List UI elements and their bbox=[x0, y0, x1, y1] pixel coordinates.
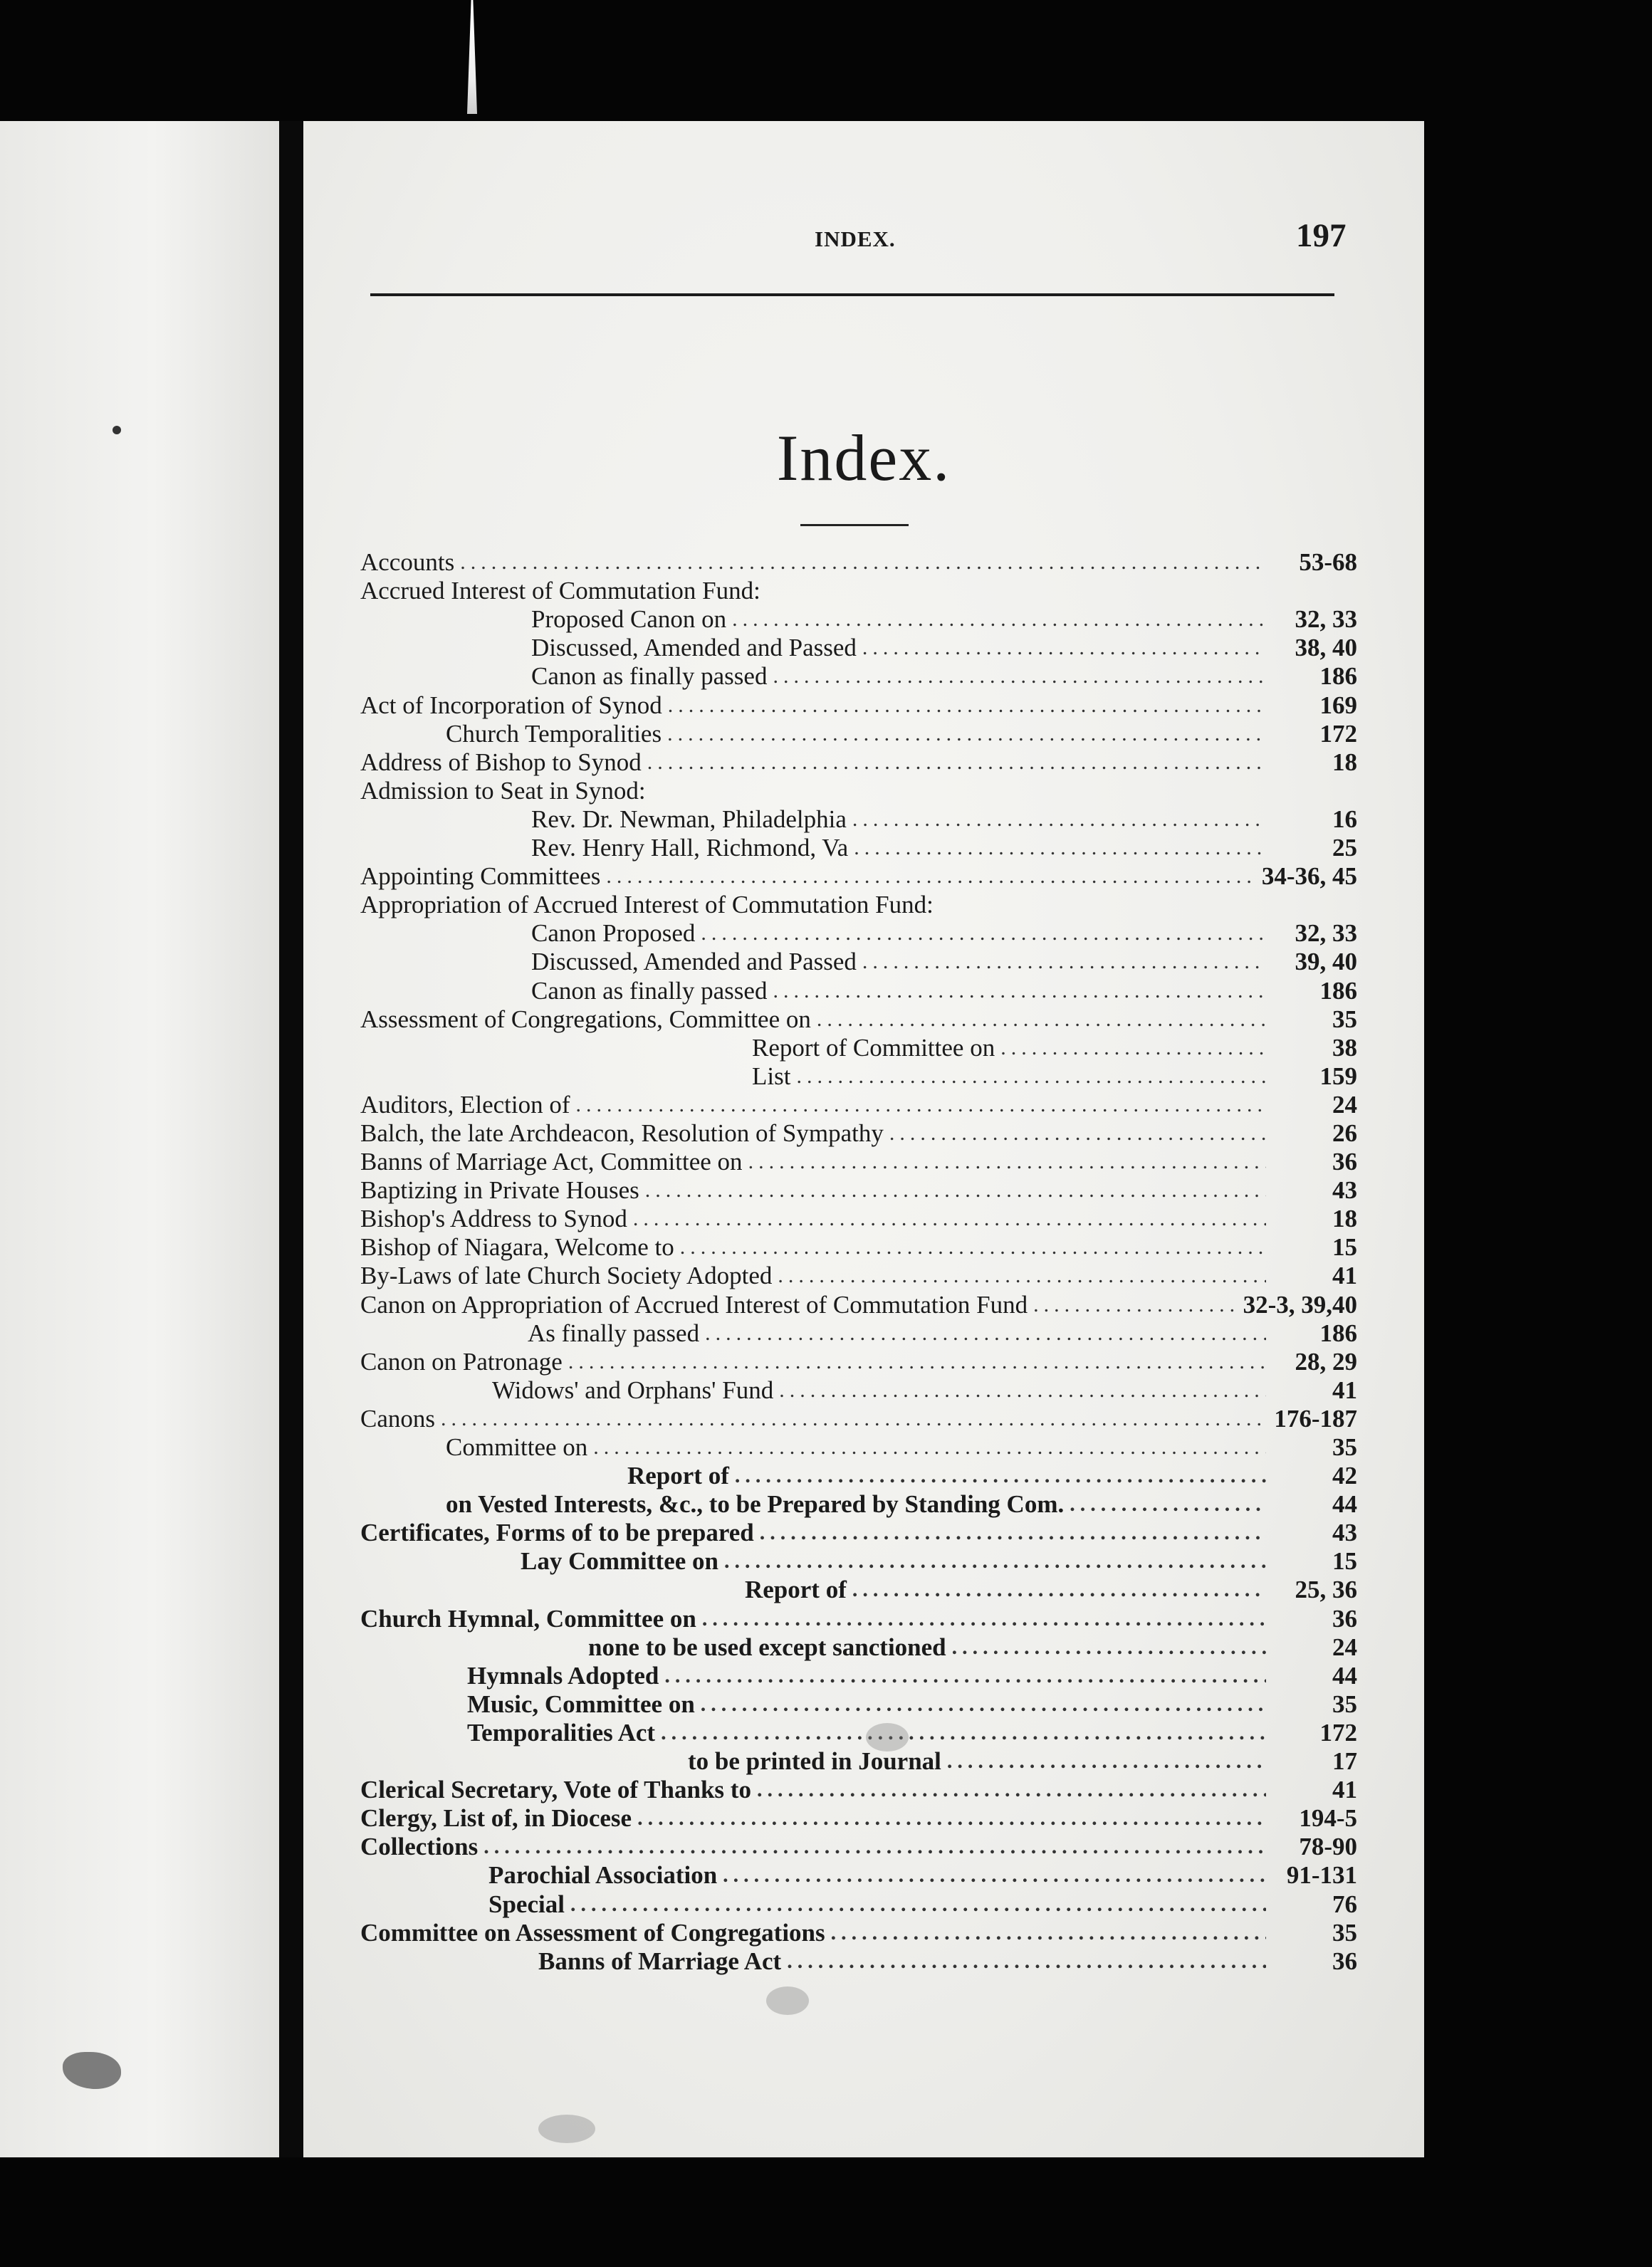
entry-text: Accrued Interest of Commutation Fund: bbox=[360, 577, 760, 605]
entry-text: Lay Committee on bbox=[521, 1547, 719, 1576]
entry-pages: 35 bbox=[1332, 1433, 1357, 1461]
dot-leader bbox=[773, 977, 1266, 1005]
entry-pages: 42 bbox=[1332, 1462, 1357, 1490]
entry-pages: 35 bbox=[1332, 1690, 1357, 1718]
dot-leader bbox=[735, 1462, 1266, 1490]
index-entry bbox=[360, 1005, 1357, 1034]
dot-leader bbox=[441, 1405, 1266, 1433]
dot-leader bbox=[645, 1176, 1266, 1205]
entry-text: Canons bbox=[360, 1404, 435, 1433]
dot-leader bbox=[787, 1947, 1266, 1976]
dot-leader bbox=[757, 1776, 1266, 1804]
dot-leader bbox=[778, 1262, 1266, 1290]
entry-pages: 169 bbox=[1319, 691, 1357, 719]
entry-text: By-Laws of late Church Society Adopted bbox=[360, 1262, 773, 1290]
dot-leader bbox=[668, 691, 1266, 720]
index-entry bbox=[360, 1433, 1357, 1462]
index-entry bbox=[360, 1576, 1357, 1604]
index-entry bbox=[360, 720, 1357, 748]
dot-leader bbox=[796, 1062, 1266, 1091]
entry-pages: 15 bbox=[1332, 1233, 1357, 1262]
index-entry bbox=[360, 1034, 1357, 1062]
index-entry bbox=[360, 1604, 1357, 1633]
entry-pages: 18 bbox=[1332, 748, 1357, 776]
dot-leader bbox=[854, 834, 1266, 862]
entry-text: Special bbox=[488, 1890, 565, 1918]
index-entry bbox=[360, 1319, 1357, 1348]
entry-pages: 35 bbox=[1332, 1005, 1357, 1033]
entry-text: Clergy, List of, in Diocese bbox=[360, 1804, 632, 1833]
entry-pages: 43 bbox=[1332, 1519, 1357, 1547]
entry-text: Proposed Canon on bbox=[531, 605, 727, 634]
dot-leader bbox=[593, 1433, 1266, 1462]
dot-leader bbox=[889, 1119, 1266, 1148]
dot-leader bbox=[748, 1148, 1266, 1176]
entry-text: Discussed, Amended and Passed bbox=[531, 634, 857, 662]
entry-text: Address of Bishop to Synod bbox=[360, 748, 642, 776]
index-entry bbox=[360, 1519, 1357, 1547]
index-entry bbox=[360, 748, 1357, 777]
dot-leader bbox=[606, 862, 1255, 891]
page-title: Index. bbox=[776, 422, 951, 494]
entry-pages: 44 bbox=[1332, 1661, 1357, 1690]
dot-leader bbox=[637, 1804, 1266, 1833]
entry-text: Rev. Dr. Newman, Philadelphia bbox=[531, 805, 847, 833]
ink-spot bbox=[113, 426, 121, 434]
index-entry bbox=[360, 1233, 1357, 1262]
index-entry bbox=[360, 1804, 1357, 1833]
entry-text: Parochial Association bbox=[488, 1861, 718, 1890]
dot-leader bbox=[701, 919, 1266, 948]
entry-pages: 41 bbox=[1332, 1776, 1357, 1804]
dot-leader bbox=[680, 1233, 1266, 1262]
entry-pages: 78-90 bbox=[1299, 1833, 1357, 1861]
entry-pages: 194-5 bbox=[1299, 1804, 1357, 1833]
entry-text: to be printed in Journal bbox=[688, 1747, 941, 1776]
dot-leader bbox=[947, 1747, 1266, 1776]
entry-text: Balch, the late Archdeacon, Resolution of Sympathy bbox=[360, 1119, 884, 1147]
dot-leader bbox=[1070, 1490, 1266, 1519]
entry-pages: 25, 36 bbox=[1295, 1576, 1357, 1604]
entry-text: Church Temporalities bbox=[446, 719, 662, 748]
title-rule bbox=[800, 524, 909, 526]
entry-text: Bishop's Address to Synod bbox=[360, 1205, 627, 1233]
entry-text: Rev. Henry Hall, Richmond, Va bbox=[531, 834, 849, 862]
header-rule bbox=[370, 293, 1334, 296]
index-entry bbox=[360, 605, 1357, 634]
index-entry bbox=[360, 1490, 1357, 1519]
entry-pages: 32, 33 bbox=[1295, 605, 1357, 634]
entry-text: Baptizing in Private Houses bbox=[360, 1176, 639, 1205]
dot-leader bbox=[1033, 1291, 1238, 1319]
dot-leader bbox=[952, 1633, 1266, 1662]
entry-text: Discussed, Amended and Passed bbox=[531, 948, 857, 976]
index-entry bbox=[360, 1833, 1357, 1861]
entry-pages: 38, 40 bbox=[1295, 634, 1357, 662]
entry-pages: 32-3, 39,40 bbox=[1243, 1290, 1357, 1319]
print-smudge bbox=[866, 1723, 909, 1752]
facing-page bbox=[0, 121, 279, 2157]
entry-text: Committee on Assessment of Congregations bbox=[360, 1918, 825, 1947]
entry-pages: 17 bbox=[1332, 1747, 1357, 1776]
dot-leader bbox=[483, 1833, 1266, 1861]
entry-pages: 16 bbox=[1332, 805, 1357, 833]
entry-pages: 36 bbox=[1332, 1148, 1357, 1176]
dot-leader bbox=[724, 1547, 1266, 1576]
dot-leader bbox=[568, 1348, 1266, 1376]
index-entry bbox=[360, 548, 1357, 577]
dot-leader bbox=[817, 1005, 1266, 1034]
entry-text: Committee on bbox=[446, 1433, 588, 1461]
index-entry bbox=[360, 1148, 1357, 1176]
print-smudge bbox=[766, 1986, 809, 2015]
print-smudge bbox=[538, 2115, 595, 2143]
index-entry bbox=[360, 1861, 1357, 1890]
entry-pages: 35 bbox=[1332, 1918, 1357, 1947]
index-entry bbox=[360, 1890, 1357, 1918]
index-entry bbox=[360, 1747, 1357, 1776]
entry-pages: 18 bbox=[1332, 1205, 1357, 1233]
dot-leader bbox=[705, 1319, 1266, 1348]
index-entry bbox=[360, 662, 1357, 691]
index-entry bbox=[360, 1919, 1357, 1947]
index-entry bbox=[360, 1662, 1357, 1690]
film-border bbox=[0, 2157, 1652, 2267]
entry-text: Bishop of Niagara, Welcome to bbox=[360, 1233, 674, 1262]
entry-text: Report of Committee on bbox=[752, 1033, 995, 1062]
index-entry bbox=[360, 1062, 1357, 1091]
entry-text: on Vested Interests, &c., to be Prepared by Standing Com. bbox=[446, 1490, 1065, 1519]
entry-pages: 39, 40 bbox=[1295, 948, 1357, 976]
entry-text: Clerical Secretary, Vote of Thanks to bbox=[360, 1776, 751, 1804]
entry-pages: 53-68 bbox=[1299, 548, 1357, 577]
dot-leader bbox=[702, 1605, 1266, 1633]
entry-pages: 186 bbox=[1319, 1319, 1357, 1347]
entry-text: Canon as finally passed bbox=[531, 976, 768, 1005]
entry-pages: 43 bbox=[1332, 1176, 1357, 1205]
dot-leader bbox=[460, 548, 1266, 577]
dot-leader bbox=[732, 605, 1266, 634]
entry-text: Banns of Marriage Act, Committee on bbox=[360, 1148, 743, 1176]
index-entry bbox=[360, 1547, 1357, 1576]
dot-leader bbox=[852, 1576, 1266, 1604]
dot-leader bbox=[647, 748, 1266, 777]
index-entry bbox=[360, 1262, 1357, 1290]
entry-pages: 25 bbox=[1332, 834, 1357, 862]
entry-text: List bbox=[752, 1062, 791, 1090]
index-entry bbox=[360, 1376, 1357, 1405]
dot-leader bbox=[831, 1919, 1266, 1947]
entry-text: As finally passed bbox=[528, 1319, 700, 1347]
index-entry bbox=[360, 834, 1357, 862]
page-number: 197 bbox=[1296, 217, 1347, 254]
entry-text: Canon Proposed bbox=[531, 919, 696, 948]
entry-pages: 44 bbox=[1332, 1490, 1357, 1519]
index-entry bbox=[360, 1348, 1357, 1376]
entry-text: Auditors, Election of bbox=[360, 1090, 570, 1119]
entry-text: Certificates, Forms of to be prepared bbox=[360, 1519, 754, 1547]
entry-pages: 41 bbox=[1332, 1262, 1357, 1290]
index-entry bbox=[360, 1719, 1357, 1747]
dot-leader bbox=[633, 1205, 1266, 1233]
film-scratch-mark bbox=[467, 0, 477, 114]
dot-leader bbox=[760, 1519, 1266, 1547]
dot-leader bbox=[664, 1662, 1266, 1690]
index-entry bbox=[360, 1119, 1357, 1148]
entry-pages: 41 bbox=[1332, 1376, 1357, 1404]
entry-text: Banns of Marriage Act bbox=[538, 1947, 782, 1975]
entry-pages: 76 bbox=[1332, 1890, 1357, 1918]
entry-pages: 28, 29 bbox=[1295, 1347, 1357, 1376]
entry-text: Report of bbox=[627, 1462, 729, 1490]
entry-pages: 91-131 bbox=[1286, 1861, 1357, 1890]
entry-text: Hymnals Adopted bbox=[467, 1661, 659, 1690]
running-head: INDEX. bbox=[815, 226, 896, 251]
entry-text: Report of bbox=[745, 1576, 847, 1604]
entry-pages: 186 bbox=[1319, 976, 1357, 1005]
entry-pages: 38 bbox=[1332, 1033, 1357, 1062]
entry-text: Temporalities Act bbox=[467, 1718, 656, 1747]
index-entry bbox=[360, 691, 1357, 719]
index-entry bbox=[360, 805, 1357, 834]
entry-pages: 34-36, 45 bbox=[1261, 862, 1357, 891]
entry-pages: 186 bbox=[1319, 662, 1357, 691]
dot-leader bbox=[852, 805, 1266, 834]
entry-pages: 176-187 bbox=[1274, 1404, 1357, 1433]
dot-leader bbox=[576, 1091, 1266, 1119]
dot-leader bbox=[1000, 1034, 1266, 1062]
entry-pages: 24 bbox=[1332, 1090, 1357, 1119]
entry-text: none to be used except sanctioned bbox=[588, 1633, 946, 1661]
index-page bbox=[303, 121, 1424, 2157]
index-entries bbox=[360, 548, 1357, 1976]
index-entry bbox=[360, 1633, 1357, 1662]
entry-text: Church Hymnal, Committee on bbox=[360, 1604, 696, 1633]
page-gutter bbox=[279, 121, 303, 2157]
index-entry bbox=[360, 1091, 1357, 1119]
index-entry bbox=[360, 1690, 1357, 1719]
index-entry bbox=[360, 1405, 1357, 1433]
entry-pages: 172 bbox=[1319, 719, 1357, 748]
index-entry bbox=[360, 1176, 1357, 1205]
entry-text: Collections bbox=[360, 1833, 479, 1861]
dot-leader bbox=[773, 662, 1266, 691]
dot-leader bbox=[723, 1861, 1266, 1890]
entry-pages: 32, 33 bbox=[1295, 919, 1357, 948]
dot-leader bbox=[701, 1690, 1266, 1719]
dot-leader bbox=[779, 1376, 1266, 1405]
entry-text: Canon on Patronage bbox=[360, 1347, 563, 1376]
entry-text: Appropriation of Accrued Interest of Commutation Fund: bbox=[360, 891, 934, 919]
entry-text: Assessment of Congregations, Committee on bbox=[360, 1005, 811, 1033]
dot-leader bbox=[570, 1890, 1266, 1919]
entry-text: Canon as finally passed bbox=[531, 662, 768, 691]
entry-text: Admission to Seat in Synod: bbox=[360, 776, 646, 805]
index-entry bbox=[360, 891, 1357, 919]
entry-text: Appointing Committees bbox=[360, 862, 601, 891]
index-entry bbox=[360, 634, 1357, 662]
index-entry bbox=[360, 976, 1357, 1005]
dot-leader bbox=[862, 634, 1266, 662]
index-entry bbox=[360, 1947, 1357, 1976]
entry-pages: 172 bbox=[1319, 1718, 1357, 1747]
index-entry bbox=[360, 577, 1357, 605]
index-entry bbox=[360, 1205, 1357, 1233]
entry-text: Accounts bbox=[360, 548, 455, 577]
dot-leader bbox=[667, 720, 1266, 748]
index-entry bbox=[360, 1776, 1357, 1804]
entry-pages: 26 bbox=[1332, 1119, 1357, 1147]
index-entry bbox=[360, 1462, 1357, 1490]
index-entry bbox=[360, 919, 1357, 948]
entry-pages: 15 bbox=[1332, 1547, 1357, 1576]
entry-pages: 36 bbox=[1332, 1947, 1357, 1975]
entry-text: Canon on Appropriation of Accrued Interest of Commutation Fund bbox=[360, 1290, 1028, 1319]
entry-text: Act of Incorporation of Synod bbox=[360, 691, 662, 719]
ink-blot bbox=[63, 2052, 121, 2089]
entry-text: Music, Committee on bbox=[467, 1690, 695, 1718]
entry-pages: 36 bbox=[1332, 1604, 1357, 1633]
index-entry bbox=[360, 948, 1357, 976]
entry-pages: 159 bbox=[1319, 1062, 1357, 1090]
entry-text: Widows' and Orphans' Fund bbox=[492, 1376, 774, 1404]
index-entry bbox=[360, 1290, 1357, 1319]
dot-leader bbox=[661, 1719, 1266, 1747]
entry-pages: 24 bbox=[1332, 1633, 1357, 1661]
index-entry bbox=[360, 862, 1357, 891]
dot-leader bbox=[862, 948, 1266, 976]
index-entry bbox=[360, 777, 1357, 805]
